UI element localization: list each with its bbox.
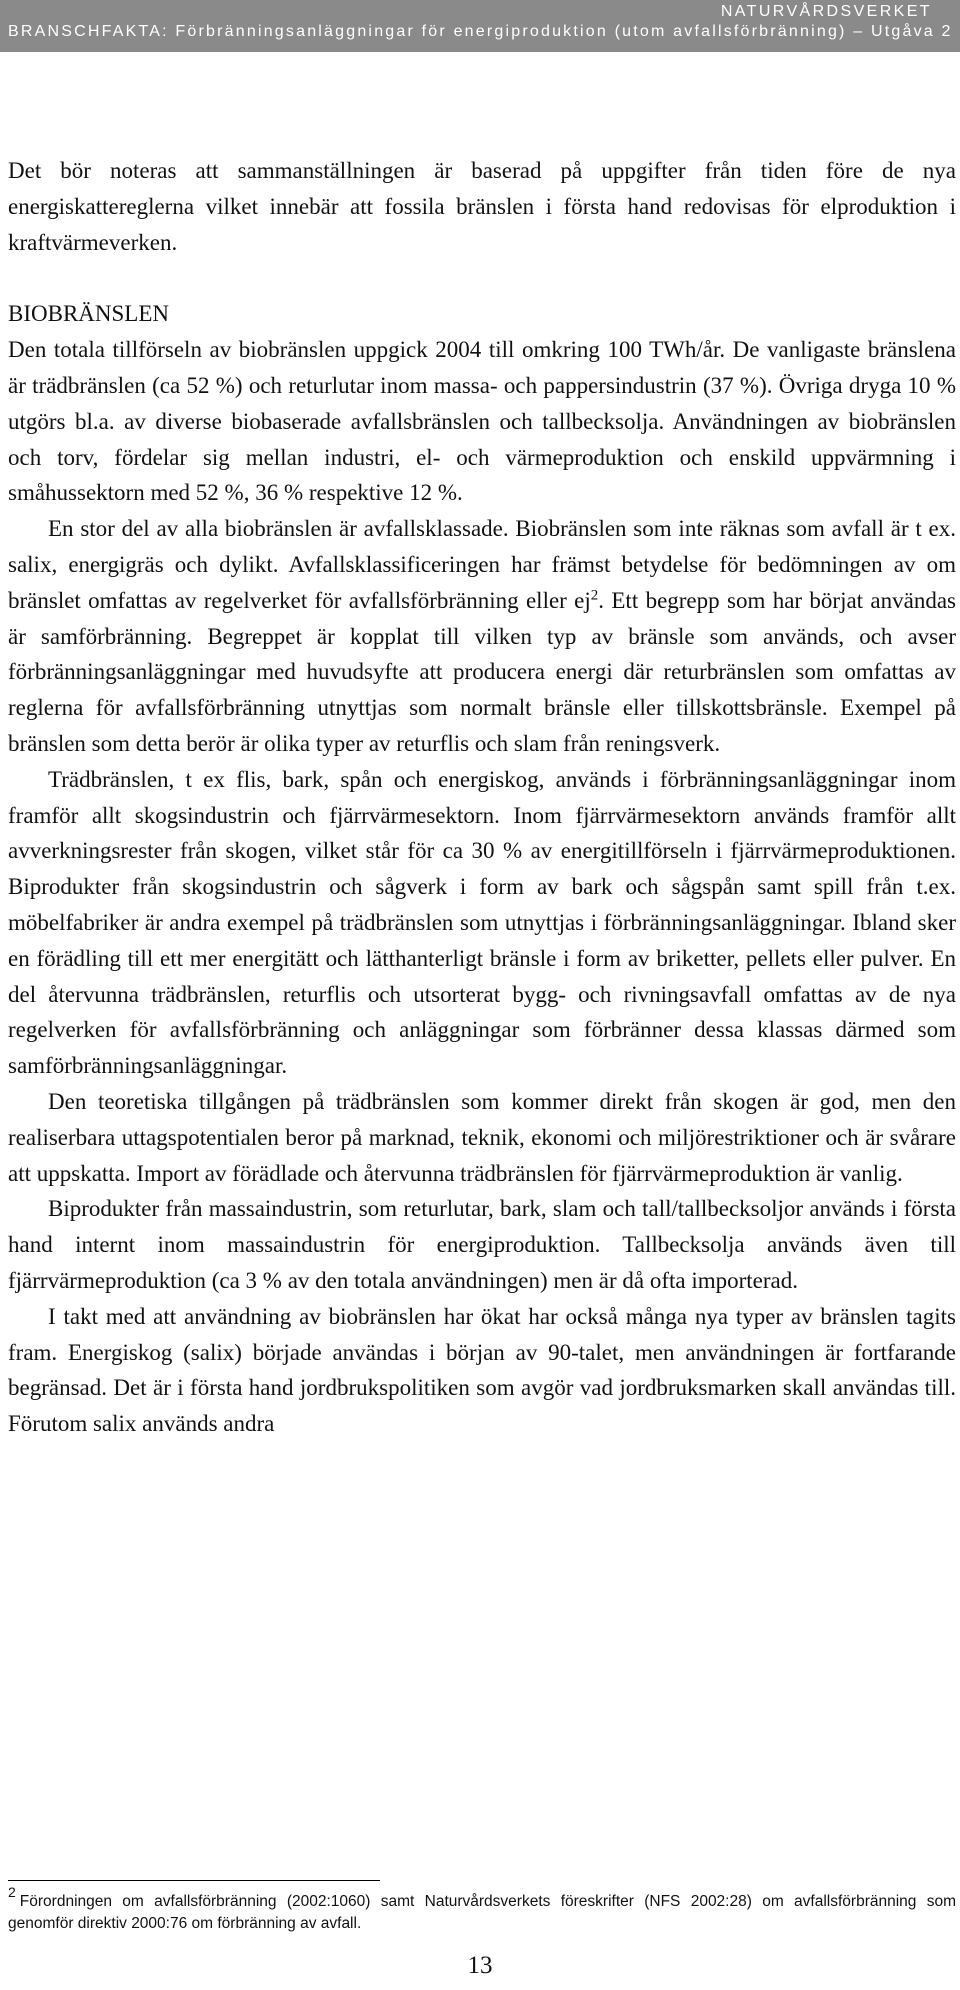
paragraph-5: Biprodukter från massaindustrin, som returlutar, bark, slam och tall/tallbecksoljor används i första hand internt inom massaindustrin för energiproduktion. Tallbecksolja används även till fjärrvärmeproduktion (ca 3 % av den totala användningen) men är då ofta importerad. [8,1196,956,1293]
intro-paragraph: Det bör noteras att sammanställningen är baserad på uppgifter från tiden före de nya energiskattereglerna vilket innebär att fossila bränslen i första hand redovisas för elproduktion i kraftvärmeverken. [8,158,956,255]
footnote [8,1884,956,1935]
document-subtitle: BRANSCHFAKTA: Förbränningsanläggningar för energiproduktion (utom avfallsförbränning) – Utgåva 2 [8,23,953,40]
paragraph-2 [8,511,956,762]
paragraph-6: I takt med att användning av biobränslen har ökat har också många nya typer av bränslen tagits fram. Energiskog (salix) började användas i början av 90-talet, men användningen är fortfarande begränsad. Det är i första hand jordbrukspolitiken som avgör vad jordbruksmarken skall användas till. Förutom salix används andra [8,1303,956,1437]
page-header [0,0,960,52]
paragraph-3: Trädbränslen, t ex flis, bark, spån och energiskog, används i förbränningsanläggningar inom framför allt skogsindustrin och fjärrvärmesektorn. Inom fjärrvärmesektorn används framför allt avverkningsrester från skogen, vilket står för ca 30 % av energitillförseln i fjärrvärmeproduktionen. Biprodukter från skogsindustrin och sågverk i form av bark och sågspån samt spill från t.ex. möbelfabriker är andra exempel på trädbränslen som utnyttjas i förbränningsanläggningar. Ibland sker en förädling till ett mer energitätt och lätthanterligt bränsle i form av briketter, pellets eller pulver. En del återvunna trädbränslen, returflis och utsorterat bygg- och rivningsavfall omfattas av de nya regelverken för avfallsförbränning och anläggningar som förbränner dessa klassas därmed som samförbränningsanläggningar. [8,766,956,1079]
paragraph-gap [8,260,956,296]
footnote-divider [8,1880,380,1881]
paragraph-2-text: En stor del av alla biobränslen är avfallsklassade. Biobränslen som inte räknas som avfall är t ex. salix, energigräs och dylikt. Avfallsklassificeringen har främst betydelse för bedömningen av om bränslet omfattas av regelverket för avfallsförbränning eller ej [8,516,956,613]
footnote-text: Förordningen om avfallsförbränning (2002:1060) samt Naturvårdsverkets föreskrifter (NFS 2002:28) om avfallsförbränning som genomför direktiv 2000:76 om förbränning av avfall. [8,1893,956,1932]
paragraph-1: Den totala tillförseln av biobränslen uppgick 2004 till omkring 100 TWh/år. De vanligaste bränslena är trädbränslen (ca 52 %) och returlutar inom massa- och pappersindustrin (37 %). Övriga dryga 10 % utgörs bl.a. av diverse biobaserade avfallsbränslen och tallbecksolja. Användningen av biobränslen och torv, fördelar sig mellan industri, el- och värmeproduktion och enskild uppvärmning i småhussektorn med 52 %, 36 % respektive 12 %. [8,337,956,506]
section-heading: BIOBRÄNSLEN [8,301,170,327]
body-text [8,153,956,1442]
footnote-reference[interactable]: 2 [590,587,599,604]
paragraph-2-text-cont: . Ett begrepp som har börjat användas är samförbränning. Begreppet är kopplat till vilken typ av bränsle som används, och avser förbränningsanläggningar med huvudsyfte att producera energi där returbränslen som omfattas av reglerna för avfallsförbränning utnyttjas som normalt bränsle eller tillskottsbränsle. Exempel på bränslen som detta berör är olika typer av returflis och slam från reningsverk. [8,587,956,756]
organization-name: NATURVÅRDSVERKET [720,3,932,20]
page-number: 13 [467,1952,493,1979]
paragraph-4: Den teoretiska tillgången på trädbränslen som kommer direkt från skogen är god, men den realiserbara uttagspotentialen beror på marknad, teknik, ekonomi och miljörestriktioner och är svårare att uppskatta. Import av förädlade och återvunna trädbränslen för fjärrvärmeproduktion är vanlig. [8,1088,956,1186]
footnote-number: 2 [8,1884,16,1900]
